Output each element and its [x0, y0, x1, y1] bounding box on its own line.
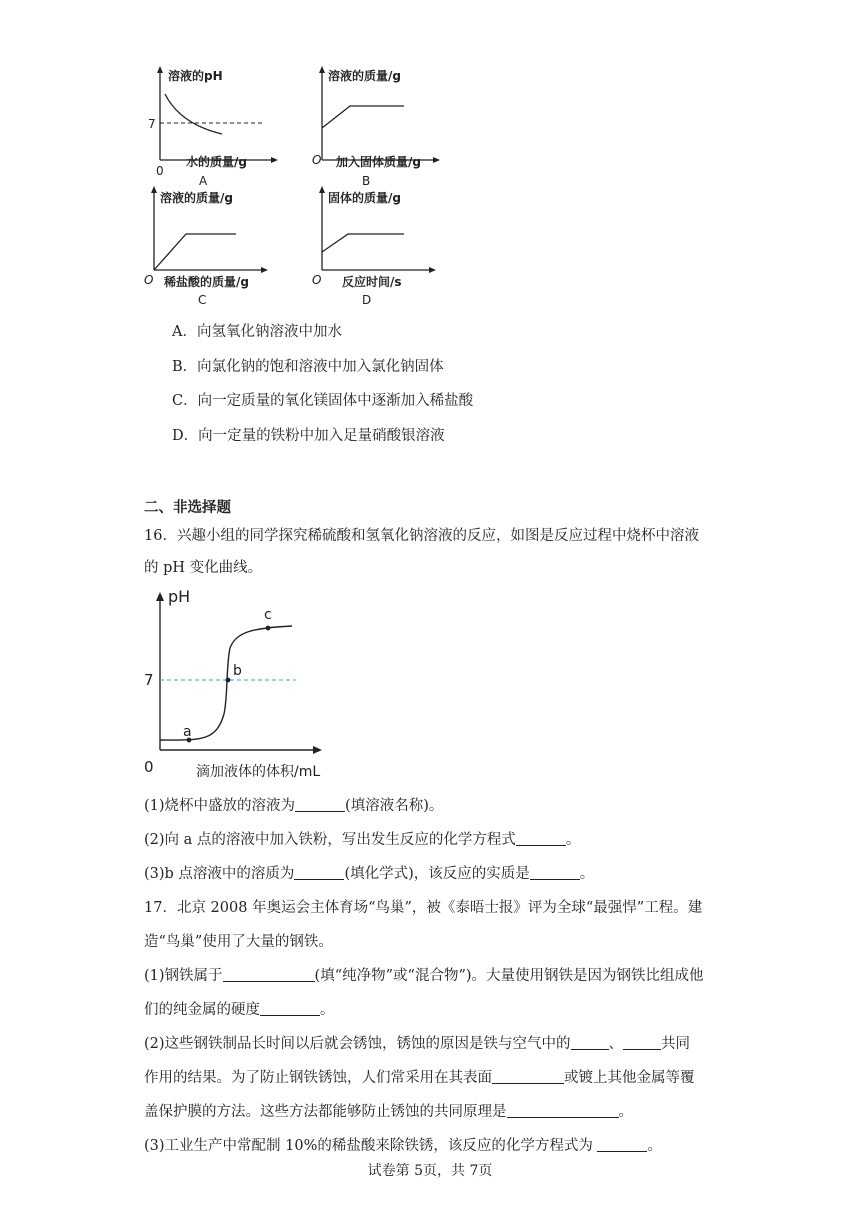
- point-b-label: b: [233, 663, 242, 679]
- option-c: C．向一定质量的氧化镁固体中逐渐加入稀盐酸: [172, 393, 474, 409]
- option-d: D．向一定量的铁粉中加入足量硝酸银溶液: [172, 428, 445, 444]
- q16-sub1: (1)烧杯中盛放的溶液为 (填溶液名称)。: [144, 798, 444, 814]
- point-c: [266, 626, 271, 631]
- page-footer: 试卷第 5页，共 7页: [367, 1163, 493, 1179]
- option-b: B．向氯化钠的饱和溶液中加入氯化钠固体: [172, 359, 444, 375]
- graph-d: [308, 186, 448, 310]
- ph-curve-graph: [140, 586, 350, 782]
- graph-c: [140, 186, 280, 310]
- q17-sub2-line3: 盖保护膜的方法。这些方法都能够防止锈蚀的共同原理是 。: [144, 1104, 633, 1120]
- q17-sub3: (3)工业生产中常配制 10%的稀盐酸来除铁锈，该反应的化学方程式为 。: [144, 1138, 662, 1154]
- q17-sub2-line2: 作用的结果。为了防止钢铁锈蚀，人们常采用在其表面 或镀上其他金属等覆: [144, 1070, 695, 1086]
- q16-stem-line1: 16．兴趣小组的同学探究稀硫酸和氢氧化钠溶液的反应，如图是反应过程中烧杯中溶液: [144, 528, 699, 544]
- graph-d-letter: D: [362, 293, 372, 307]
- graph-b-letter: B: [362, 174, 371, 188]
- graph-c-letter: C: [198, 293, 207, 307]
- graph-a: [140, 62, 280, 192]
- graph-b-origin: O: [312, 153, 322, 167]
- graph-a-letter: A: [199, 174, 208, 188]
- point-a-label: a: [183, 724, 192, 740]
- graph-a-ylabel: 溶液的pH: [168, 69, 223, 83]
- graph-d-xlabel: 反应时间/s: [342, 275, 402, 289]
- section-title: 二、非选择题: [144, 499, 231, 516]
- q16-sub2: (2)向 a 点的溶液中加入铁粉，写出发生反应的化学方程式 。: [144, 832, 581, 848]
- graph-b-xlabel: 加入固体质量/g: [336, 155, 421, 169]
- graph-b-ylabel: 溶液的质量/g: [328, 69, 401, 83]
- graph-b: [308, 62, 448, 192]
- graph-d-origin: O: [312, 273, 322, 287]
- point-b: [226, 678, 231, 683]
- graph-a-origin: 0: [156, 164, 164, 178]
- q16-sub3: (3)b 点溶液中的溶质为 (填化学式)，该反应的实质是 。: [144, 866, 595, 882]
- volume-axis-label: 滴加液体的体积/mL: [196, 764, 321, 780]
- graph-c-origin: O: [144, 273, 154, 287]
- graph-c-ylabel: 溶液的质量/g: [160, 191, 233, 205]
- q17-stem-line1: 17．北京 2008 年奥运会主体育场“鸟巢”，被《泰晤士报》评为全球“最强悍”工程。建: [144, 900, 703, 916]
- q17-stem-line2: 造“鸟巢”使用了大量的钢铁。: [144, 934, 333, 950]
- graph-c-xlabel: 稀盐酸的质量/g: [164, 275, 249, 289]
- ph-tick-7: 7: [144, 671, 154, 689]
- graph-a-tick-7: 7: [148, 117, 156, 131]
- graph-a-xlabel: 水的质量/g: [186, 155, 247, 169]
- q16-stem-line2: 的 pH 变化曲线。: [144, 560, 263, 576]
- q17-sub1-line2: 们的纯金属的硬度 。: [144, 1002, 335, 1018]
- ph-axis-label: pH: [168, 587, 191, 606]
- option-a: A．向氢氧化钠溶液中加水: [172, 324, 342, 340]
- graph-d-ylabel: 固体的质量/g: [328, 191, 401, 205]
- ph-origin: 0: [144, 758, 154, 776]
- q17-sub2-line1: (2)这些钢铁制品长时间以后就会锈蚀，锈蚀的原因是铁与空气中的 、 共同: [144, 1036, 691, 1052]
- q17-sub1-line1: (1)钢铁属于 (填“纯净物”或“混合物”)。大量使用钢铁是因为钢铁比组成他: [144, 968, 704, 984]
- point-c-label: c: [264, 607, 272, 623]
